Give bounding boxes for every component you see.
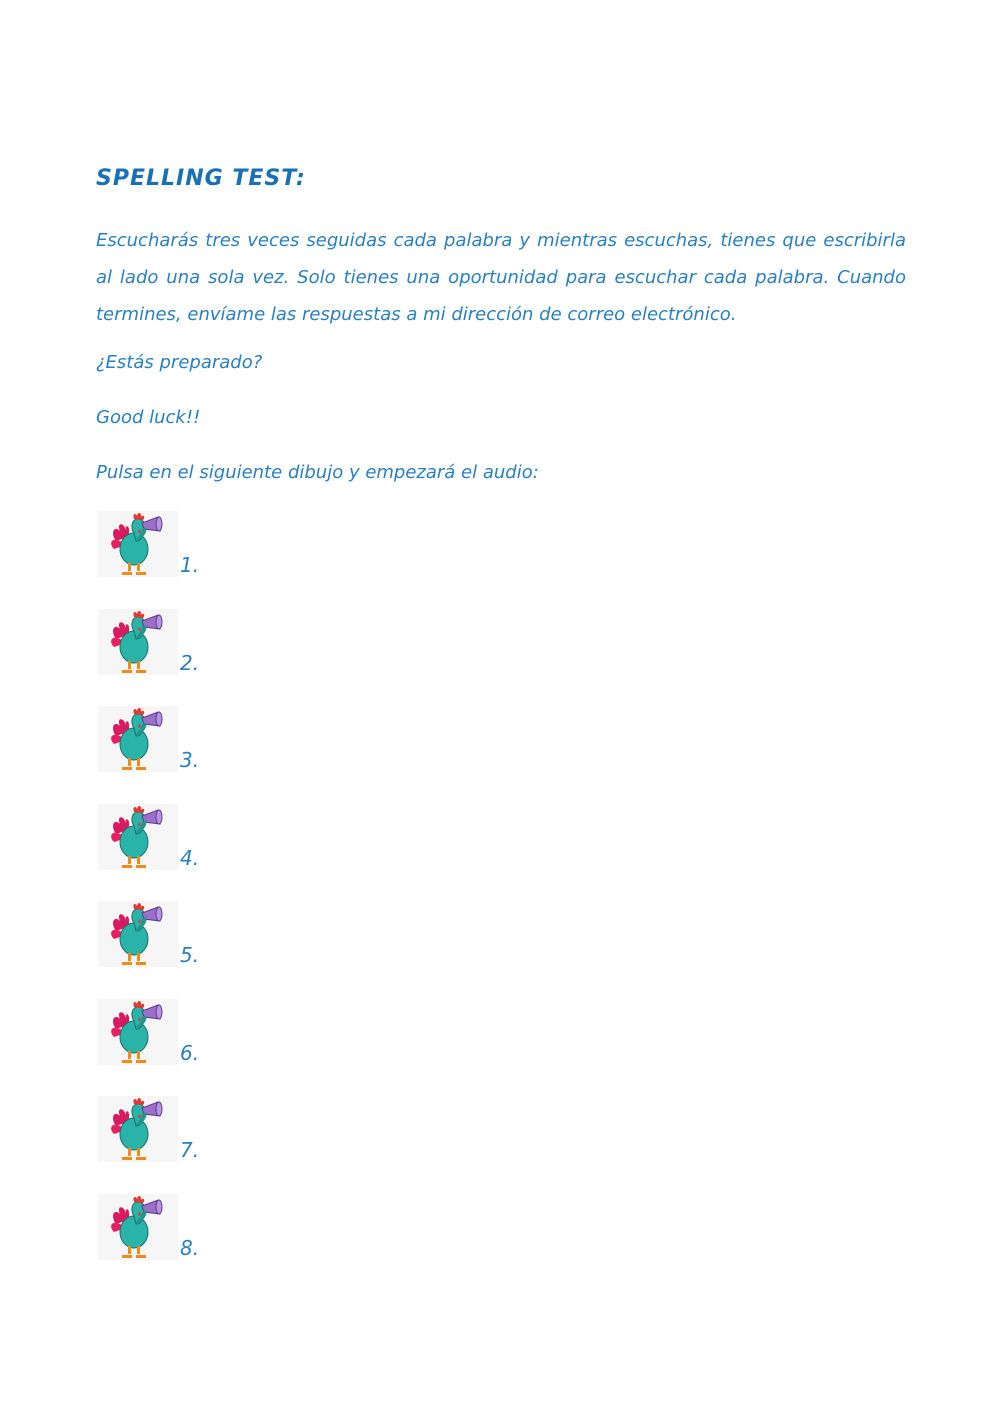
list-item <box>98 901 398 973</box>
item-number: 1. <box>180 553 200 577</box>
list-item <box>98 706 398 778</box>
rooster-megaphone-icon[interactable] <box>98 609 178 675</box>
rooster-megaphone-icon[interactable] <box>98 1194 178 1260</box>
rooster-megaphone-icon[interactable] <box>98 804 178 870</box>
page-title: SPELLING TEST: <box>96 166 306 191</box>
list-item <box>98 999 398 1071</box>
list-item <box>98 1194 398 1266</box>
instruction-text: Pulsa en el siguiente dibujo y empezará el audio: <box>96 462 539 483</box>
item-number: 3. <box>180 748 200 772</box>
good-luck-text: Good luck!! <box>96 407 201 428</box>
item-number: 5. <box>180 943 200 967</box>
list-item <box>98 1096 398 1168</box>
list-item <box>98 804 398 876</box>
rooster-megaphone-icon[interactable] <box>98 706 178 772</box>
rooster-megaphone-icon[interactable] <box>98 999 178 1065</box>
question-text: ¿Estás preparado? <box>96 352 263 373</box>
item-number: 6. <box>180 1041 200 1065</box>
rooster-megaphone-icon[interactable] <box>98 901 178 967</box>
list-item <box>98 511 398 583</box>
item-number: 7. <box>180 1138 200 1162</box>
item-number: 8. <box>180 1236 200 1260</box>
item-number: 4. <box>180 846 200 870</box>
rooster-megaphone-icon[interactable] <box>98 1096 178 1162</box>
rooster-megaphone-icon[interactable] <box>98 511 178 577</box>
intro-paragraph: Escucharás tres veces seguidas cada palabra y mientras escuchas, tienes que escribirla al lado una sola vez. Solo tienes una oportunidad para escuchar cada palabra. Cuando termines, envíame las respuestas a mi dirección de correo electrónico. <box>96 230 906 325</box>
item-number: 2. <box>180 651 200 675</box>
list-item <box>98 609 398 681</box>
